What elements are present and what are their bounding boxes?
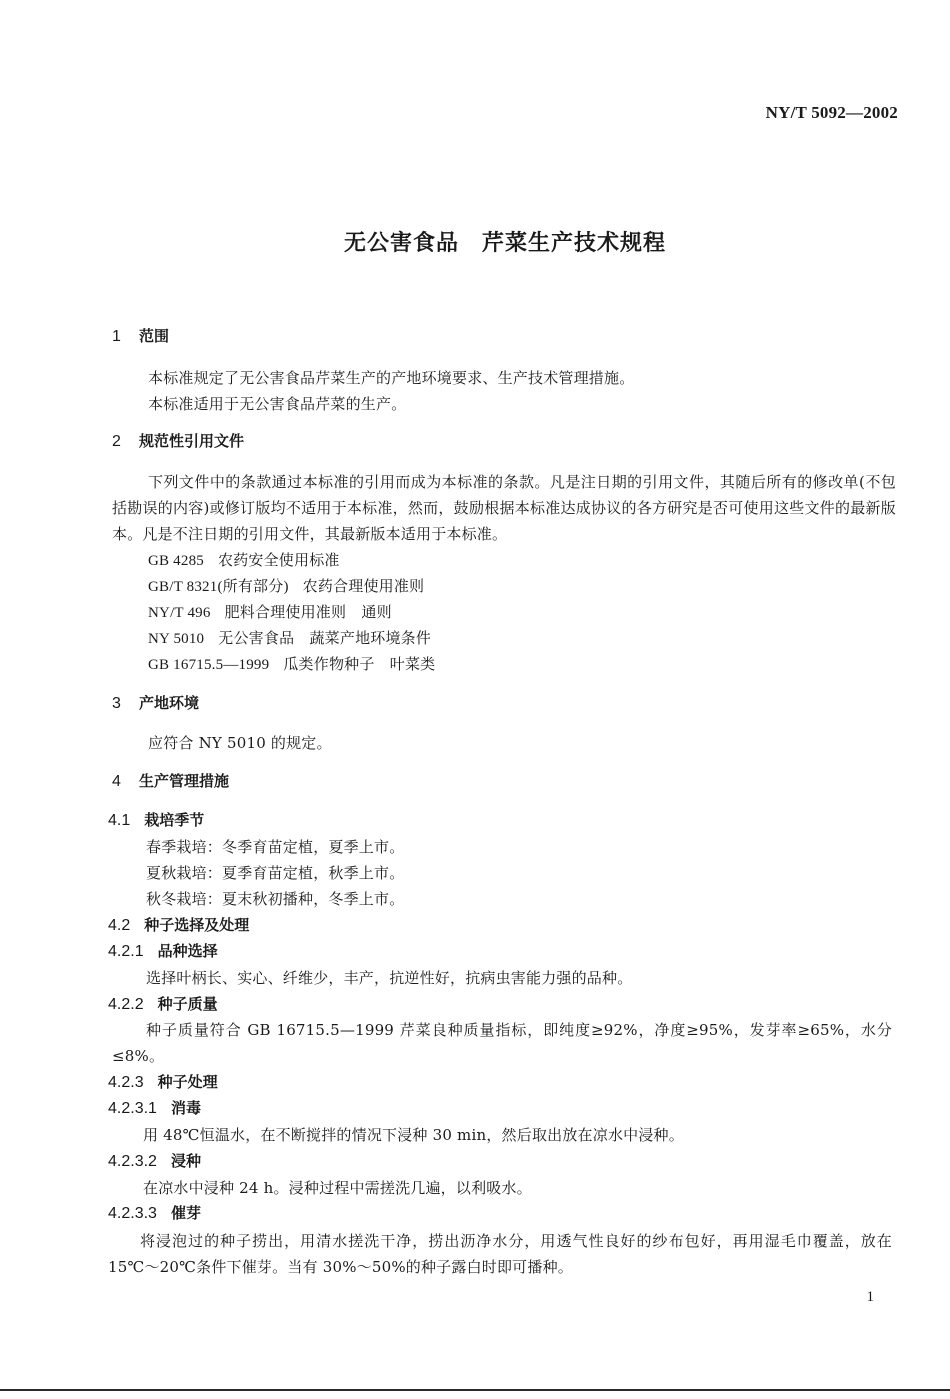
standard-number: NY/T 5092—2002 (765, 103, 898, 122)
subsection-4-2-2-heading (108, 994, 218, 1015)
subsection-title: 种子质量 (157, 995, 218, 1013)
reference-title: 农药合理使用准则 (302, 577, 425, 595)
paragraph: 将浸泡过的种子捞出，用清水搓洗干净，捞出沥净水分，用透气性良好的纱布包好，再用湿毛巾覆盖，放在 15℃～20℃条件下催芽。当有 30%～50%的种子露白时即可播种。 (108, 1232, 892, 1276)
paragraph: 应符合 NY 5010 的规定。 (148, 734, 332, 752)
reference-title: 瓜类作物种子 叶菜类 (283, 655, 436, 673)
reference-title: 无公害食品 蔬菜产地环境条件 (218, 629, 432, 647)
reference-item (148, 628, 431, 649)
subsection-title: 栽培季节 (144, 811, 205, 829)
reference-code: GB 4285 (148, 553, 204, 569)
section-number: 1 (112, 328, 121, 345)
subsection-4-2-3-2-heading (108, 1151, 201, 1172)
list-item: 夏秋栽培：夏季育苗定植，秋季上市。 (146, 864, 405, 882)
section-number: 3 (112, 695, 121, 712)
subsection-number: 4.2.3.3 (108, 1205, 157, 1222)
reference-item (148, 550, 340, 571)
subsection-number: 4.2.3.1 (108, 1100, 157, 1117)
subsection-number: 4.1 (108, 812, 131, 829)
subsection-number: 4.2.3 (108, 1074, 144, 1091)
subsection-title: 品种选择 (157, 942, 218, 960)
section-3-heading (112, 693, 199, 714)
page-number: 1 (866, 1289, 874, 1305)
reference-code: NY/T 496 (148, 605, 211, 621)
subsection-title: 消毒 (170, 1099, 201, 1117)
subsection-4-2-3-1-heading (108, 1098, 201, 1119)
section-title: 生产管理措施 (139, 772, 230, 790)
reference-code: NY 5010 (148, 631, 205, 647)
subsection-number: 4.2.2 (108, 996, 144, 1013)
section-number: 2 (112, 433, 121, 450)
section-2-heading (112, 431, 244, 452)
paragraph: 在凉水中浸种 24 h。浸种过程中需搓洗几遍，以利吸水。 (143, 1179, 532, 1197)
paragraph: 选择叶柄长、实心、纤维少，丰产，抗逆性好，抗病虫害能力强的品种。 (146, 969, 633, 987)
reference-item (148, 602, 392, 623)
references-intro-paragraph: 下列文件中的条款通过本标准的引用而成为本标准的条款。凡是注日期的引用文件，其随后所有的修改单(不包括勘误的内容)或修订版均不适用于本标准，然而，鼓励根据本标准达成协议的各方研究是否可使用这些文件的最新版本。凡是不注日期的引用文件，其最新版本适用于本标准。 (112, 473, 896, 543)
subsection-4-2-3-heading (108, 1072, 218, 1093)
document-title: 无公害食品 芹菜生产技术规程 (343, 231, 666, 256)
reference-code: GB/T 8321(所有部分) (148, 579, 289, 595)
section-4-heading (112, 771, 229, 792)
paragraph: 用 48℃恒温水，在不断搅拌的情况下浸种 30 min，然后取出放在凉水中浸种。 (143, 1126, 684, 1144)
reference-title: 肥料合理使用准则 通则 (224, 603, 392, 621)
subsection-title: 催芽 (170, 1204, 201, 1222)
subsection-title: 浸种 (170, 1152, 201, 1170)
reference-item (148, 576, 424, 597)
paragraph: 本标准适用于无公害食品芹菜的生产。 (148, 395, 407, 413)
subsection-4-2-3-3-heading (108, 1203, 201, 1224)
subsection-4-2-1-heading (108, 941, 218, 962)
section-title: 产地环境 (139, 694, 200, 712)
section-title: 范围 (139, 327, 170, 345)
subsection-number: 4.2.1 (108, 943, 144, 960)
subsection-title: 种子处理 (157, 1073, 218, 1091)
reference-title: 农药安全使用标准 (218, 551, 340, 569)
list-item: 秋冬栽培：夏末秋初播种，冬季上市。 (146, 890, 405, 908)
subsection-4-1-heading (108, 810, 204, 831)
subsection-number: 4.2.3.2 (108, 1153, 157, 1170)
section-title: 规范性引用文件 (139, 432, 245, 450)
paragraph: 种子质量符合 GB 16715.5—1999 芹菜良种质量指标，即纯度≥92%，净度≥95%，发芽率≥65%，水分≤8%。 (112, 1021, 892, 1065)
section-1-heading (112, 326, 169, 347)
paragraph: 本标准规定了无公害食品芹菜生产的产地环境要求、生产技术管理措施。 (148, 369, 635, 387)
subsection-title: 种子选择及处理 (144, 916, 250, 934)
reference-item (148, 654, 435, 675)
bottom-divider (0, 1389, 950, 1391)
subsection-number: 4.2 (108, 917, 131, 934)
subsection-4-2-heading (108, 915, 249, 936)
section-number: 4 (112, 773, 121, 790)
reference-code: GB 16715.5—1999 (148, 657, 270, 673)
list-item: 春季栽培：冬季育苗定植，夏季上市。 (146, 838, 405, 856)
